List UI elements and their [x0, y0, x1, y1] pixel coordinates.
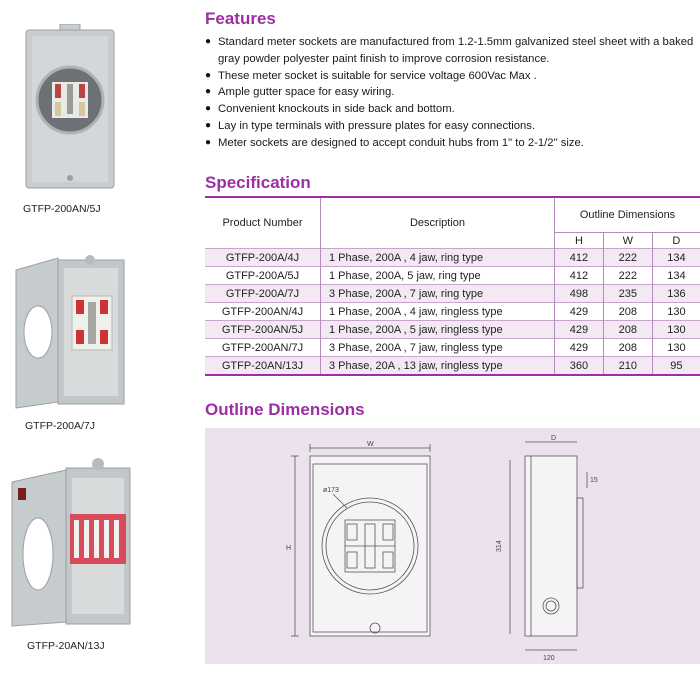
cell-w: 222	[603, 267, 652, 285]
table-row	[205, 303, 700, 321]
cell-description: 3 Phase, 200A , 7 jaw, ringless type	[321, 339, 555, 357]
outline-title: Outline Dimensions	[205, 400, 365, 419]
cell-product-number: GTFP-200AN/4J	[205, 303, 321, 321]
product-photo-1	[22, 24, 118, 190]
cell-h: 429	[555, 303, 604, 321]
cell-w: 222	[603, 249, 652, 267]
cell-product-number: GTFP-200A/5J	[205, 267, 321, 285]
features-title: Features	[205, 9, 276, 28]
product-gallery	[0, 0, 190, 673]
outline-drawing	[205, 428, 700, 664]
cell-d: 136	[652, 285, 700, 303]
cell-description: 1 Phase, 200A, 5 jaw, ring type	[321, 267, 555, 285]
cell-description: 1 Phase, 200A , 5 jaw, ringless type	[321, 321, 555, 339]
table-row	[205, 285, 700, 303]
feature-item: ● Convenient knockouts in side back and bottom.	[205, 101, 700, 118]
feature-item: ● Lay in type terminals with pressure plates for easy connections.	[205, 118, 700, 135]
label-d: D	[551, 435, 557, 442]
table-row	[205, 267, 700, 285]
cell-description: 3 Phase, 200A , 7 jaw, ring type	[321, 285, 555, 303]
features-list	[205, 34, 700, 152]
header-h: H	[555, 233, 604, 249]
header-description: Description	[321, 197, 555, 249]
cell-product-number: GTFP-20AN/13J	[205, 357, 321, 376]
product-photo-2	[14, 252, 126, 412]
product-caption-3: GTFP-20AN/13J	[27, 640, 105, 652]
table-row	[205, 321, 700, 339]
label-314: 314	[496, 540, 503, 552]
cell-h: 412	[555, 267, 604, 285]
cell-d: 130	[652, 321, 700, 339]
specification-table	[205, 196, 700, 376]
feature-item: ● Meter sockets are designed to accept conduit hubs from 1" to 2-1/2" size.	[205, 135, 700, 152]
side-view-enclosure	[525, 456, 577, 636]
cell-d: 134	[652, 267, 700, 285]
cell-w: 208	[603, 339, 652, 357]
table-row	[205, 249, 700, 267]
cell-d: 95	[652, 357, 700, 376]
label-15: 15	[590, 477, 598, 484]
label-diameter: ø173	[323, 487, 339, 494]
header-w: W	[603, 233, 652, 249]
cell-h: 412	[555, 249, 604, 267]
cell-description: 1 Phase, 200A , 4 jaw, ringless type	[321, 303, 555, 321]
feature-item: ● Standard meter sockets are manufactured from 1.2-1.5mm galvanized steel sheet with a baked gray powder polyester paint finish to improve corrosion resistance.	[205, 34, 700, 68]
cell-product-number: GTFP-200A/7J	[205, 285, 321, 303]
cell-h: 429	[555, 321, 604, 339]
table-row	[205, 339, 700, 357]
label-h: H	[286, 545, 292, 552]
product-caption-2: GTFP-200A/7J	[25, 420, 96, 432]
feature-item: ● These meter socket is suitable for service voltage 600Vac Max .	[205, 68, 700, 85]
cell-w: 208	[603, 303, 652, 321]
header-outline-dimensions: Outline Dimensions	[555, 197, 700, 233]
header-d: D	[652, 233, 700, 249]
cell-w: 210	[603, 357, 652, 376]
cell-h: 498	[555, 285, 604, 303]
cell-h: 429	[555, 339, 604, 357]
product-caption-1: GTFP-200AN/5J	[23, 203, 101, 215]
cell-w: 235	[603, 285, 652, 303]
cell-product-number: GTFP-200AN/7J	[205, 339, 321, 357]
specification-title: Specification	[205, 173, 311, 192]
cell-product-number: GTFP-200AN/5J	[205, 321, 321, 339]
cell-product-number: GTFP-200A/4J	[205, 249, 321, 267]
feature-item: ● Ample gutter space for easy wiring.	[205, 84, 700, 101]
table-row	[205, 357, 700, 376]
cell-w: 208	[603, 321, 652, 339]
specification-table-wrap	[205, 196, 700, 376]
cell-d: 130	[652, 339, 700, 357]
label-120: 120	[543, 655, 555, 662]
product-photo-3	[10, 458, 134, 628]
cell-d: 134	[652, 249, 700, 267]
cell-description: 3 Phase, 20A , 13 jaw, ringless type	[321, 357, 555, 376]
cell-d: 130	[652, 303, 700, 321]
header-product-number: Product Number	[205, 197, 321, 249]
cell-h: 360	[555, 357, 604, 376]
label-w: W	[367, 441, 374, 448]
cell-description: 1 Phase, 200A , 4 jaw, ring type	[321, 249, 555, 267]
